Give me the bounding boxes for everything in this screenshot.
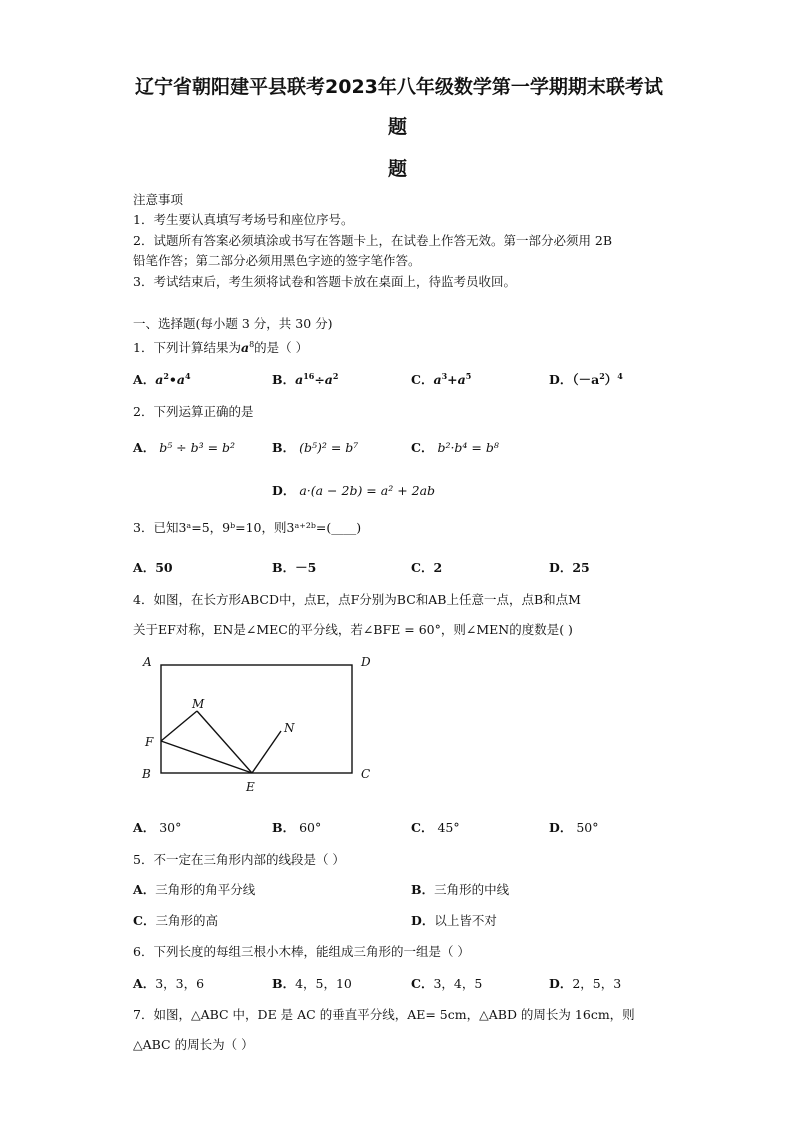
notice-heading: 注意事项 xyxy=(133,192,184,207)
q5-option-c[interactable]: C．三角形的高 xyxy=(133,913,218,928)
q3-option-c[interactable]: C．2 xyxy=(411,560,443,575)
label-n: N xyxy=(284,721,295,735)
q2-option-a[interactable]: A． b⁵ ÷ b³ = b² xyxy=(133,440,236,455)
label-a: A xyxy=(143,655,152,669)
q1-option-d[interactable]: D．$(-a^2)^4$ xyxy=(549,370,623,387)
q1-option-c[interactable]: C．$a^3+a^5$ xyxy=(411,370,472,387)
question-6-stem: 6．下列长度的每组三根小木棒，能组成三角形的一组是（ ） xyxy=(133,944,470,959)
q3-option-b[interactable]: B．－5 xyxy=(272,560,317,575)
question-1-stem: 1．下列计算结果为$a^8$的是（ ） xyxy=(133,339,309,355)
question-4-stem: 4．如图，在长方形ABCD中，点E，点F分别为BC和AB上任意一点，点B和点M xyxy=(133,592,581,607)
q4-option-b[interactable]: B． 60° xyxy=(272,820,322,835)
notice-item: 2．试题所有答案必须填涂或书写在答题卡上，在试卷上作答无效。第一部分必须用 2B xyxy=(133,233,613,248)
question-7-stem-cont: △ABC 的周长为（ ） xyxy=(133,1037,254,1052)
q4-option-c[interactable]: C． 45° xyxy=(411,820,460,835)
segment-fm xyxy=(161,711,197,741)
label-d: D xyxy=(361,655,371,669)
question-2-stem: 2．下列运算正确的是 xyxy=(133,404,254,419)
rectangle-figure xyxy=(130,648,390,798)
q1-option-b[interactable]: B．$a^{16}\div a^2$ xyxy=(272,370,339,387)
label-m: M xyxy=(192,697,205,711)
question-3-stem: 3．已知3ᵃ=5，9ᵇ=10，则3ᵃ⁺²ᵇ=(____) xyxy=(133,520,362,535)
q6-option-d[interactable]: D．2，5，3 xyxy=(549,976,622,991)
question-4-stem-cont: 关于EF对称，EN是∠MEC的平分线，若∠BFE = 60°，则∠MEN的度数是( ) xyxy=(133,622,573,637)
q3-option-d[interactable]: D．25 xyxy=(549,560,590,575)
section-heading: 一、选择题(每小题 3 分，共 30 分) xyxy=(133,316,333,331)
label-c: C xyxy=(361,767,371,781)
q4-option-a[interactable]: A． 30° xyxy=(133,820,182,835)
rectangle-abcd xyxy=(161,665,352,773)
notice-item: 铅笔作答；第二部分必须用黑色字迹的签字笔作答。 xyxy=(133,253,421,268)
q2-option-c[interactable]: C． b²·b⁴ = b⁸ xyxy=(411,440,499,455)
question-7-stem: 7．如图，△ABC 中，DE 是 AC 的垂直平分线，AE= 5cm，△ABD 的周长为 16cm，则 xyxy=(133,1007,635,1022)
page-title-repeat: 题 xyxy=(388,158,408,180)
q6-option-a[interactable]: A．3，3，6 xyxy=(133,976,205,991)
q5-option-d[interactable]: D．以上皆不对 xyxy=(411,913,497,928)
question-5-stem: 5．不一定在三角形内部的线段是（ ） xyxy=(133,852,345,867)
q2-option-d[interactable]: D． a·(a − 2b) = a² + 2ab xyxy=(272,483,436,498)
label-b: B xyxy=(142,767,151,781)
notice-item: 1．考生要认真填写考场号和座位序号。 xyxy=(133,212,354,227)
q5-option-b[interactable]: B．三角形的中线 xyxy=(411,882,510,897)
q6-option-c[interactable]: C．3，4，5 xyxy=(411,976,483,991)
q1-option-a[interactable]: A．$a^2•a^4$ xyxy=(133,370,191,387)
page-title: 辽宁省朝阳建平县联考2023年八年级数学第一学期期末联考试 xyxy=(135,76,663,98)
q6-option-b[interactable]: B．4，5，10 xyxy=(272,976,352,991)
q5-option-a[interactable]: A．三角形的角平分线 xyxy=(133,882,256,897)
q3-option-a[interactable]: A．50 xyxy=(133,560,173,575)
q4-option-d[interactable]: D． 50° xyxy=(549,820,599,835)
q2-option-b[interactable]: B． (b⁵)² = b⁷ xyxy=(272,440,359,455)
segment-en xyxy=(252,731,281,773)
label-f: F xyxy=(145,735,154,749)
notice-item: 3．考试结束后，考生须将试卷和答题卡放在桌面上，待监考员收回。 xyxy=(133,274,516,289)
label-e: E xyxy=(246,780,255,794)
page-title-cont: 题 xyxy=(388,116,408,138)
